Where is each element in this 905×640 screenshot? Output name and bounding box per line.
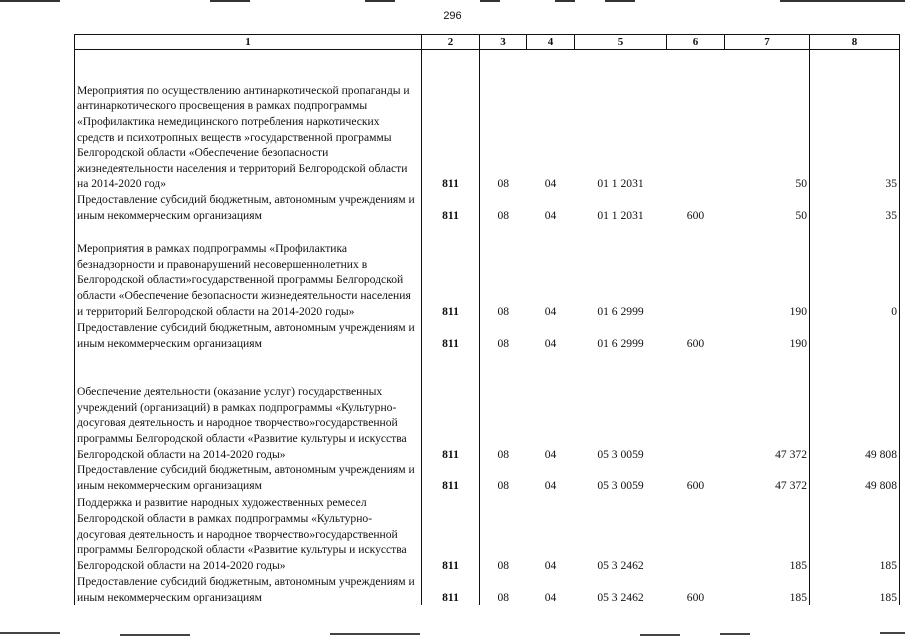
amount-col-8: 185 bbox=[810, 573, 900, 605]
row-description: Поддержка и развитие народных художественных ремесел Белгородской области в рамках подпрограммы «Культурно-досуговая деятельность и народное творчество»государственной программы Белгородской области «Развитие культуры и искусства Белгородской области на 2014-2020 годы» bbox=[75, 493, 422, 573]
subsection-code: 04 bbox=[544, 177, 557, 191]
ministry-code: 811 bbox=[422, 223, 480, 319]
amount-col-7: 190 bbox=[725, 319, 810, 351]
row-description: Предоставление субсидий бюджетным, автономным учреждениям и иным некоммерческим организациям bbox=[75, 573, 422, 605]
expense-type-code bbox=[667, 351, 725, 462]
amount-col-7: 185 bbox=[725, 573, 810, 605]
amount-col-7: 190 bbox=[725, 223, 810, 319]
subsection-code: 04 bbox=[544, 336, 557, 350]
amount-col-8: 49 808 bbox=[810, 462, 900, 493]
target-article-code: 01 6 2999 bbox=[597, 304, 644, 318]
section-code: 08 bbox=[497, 447, 510, 461]
amount-col-8: 185 bbox=[810, 493, 900, 573]
amount-col-8: 49 808 bbox=[810, 351, 900, 462]
expense-type-code: 600 bbox=[686, 590, 705, 604]
expense-type-code: 600 bbox=[686, 336, 705, 350]
amount-col-7: 47 372 bbox=[725, 462, 810, 493]
expense-type-code bbox=[667, 50, 725, 193]
ministry-code: 811 bbox=[422, 351, 480, 462]
section-code: 08 bbox=[497, 304, 510, 318]
header-row bbox=[75, 35, 900, 50]
ministry-code: 811 bbox=[422, 493, 480, 573]
header-col-2: 2 bbox=[422, 35, 480, 50]
header-col-6: 6 bbox=[667, 35, 725, 50]
section-code: 08 bbox=[497, 336, 510, 350]
header-col-8: 8 bbox=[810, 35, 900, 50]
row-description: Обеспечение деятельности (оказание услуг) государственных учреждений (организаций) в рамках подпрограммы «Культурно-досуговая деятельность и народное творчество»государственной программы Белгородской области «Развитие культуры и искусства Белгородской области на 2014-2020 годы» bbox=[75, 351, 422, 462]
subsection-code: 04 bbox=[544, 478, 557, 492]
header-col-1: 1 bbox=[75, 35, 422, 50]
header-col-7: 7 bbox=[725, 35, 810, 50]
header-col-4: 4 bbox=[527, 35, 575, 50]
target-article-code: 05 3 0059 bbox=[597, 478, 644, 492]
ministry-code: 811 bbox=[422, 573, 480, 605]
header-col-3: 3 bbox=[480, 35, 527, 50]
target-article-code: 01 1 2031 bbox=[597, 177, 644, 191]
expense-type-code: 600 bbox=[686, 478, 705, 492]
amount-col-8 bbox=[810, 319, 900, 351]
amount-col-8: 35 bbox=[810, 50, 900, 193]
scan-edge-top bbox=[0, 0, 905, 3]
amount-col-7: 47 372 bbox=[725, 351, 810, 462]
subsection-code: 04 bbox=[544, 447, 557, 461]
expense-type-code bbox=[667, 493, 725, 573]
ministry-code: 811 bbox=[422, 192, 480, 223]
table-row bbox=[75, 573, 900, 605]
ministry-code: 811 bbox=[422, 462, 480, 493]
target-article-code: 05 3 2462 bbox=[597, 590, 644, 604]
subsection-code: 04 bbox=[544, 558, 557, 572]
expense-type-code: 600 bbox=[686, 208, 705, 222]
subsection-code: 04 bbox=[544, 590, 557, 604]
target-article-code: 05 3 2462 bbox=[597, 558, 644, 572]
table-row bbox=[75, 223, 900, 319]
table-row bbox=[75, 50, 900, 193]
target-article-code: 01 1 2031 bbox=[597, 208, 644, 222]
budget-table bbox=[74, 34, 900, 605]
amount-col-8: 35 bbox=[810, 192, 900, 223]
table-row bbox=[75, 462, 900, 493]
header-col-5: 5 bbox=[575, 35, 667, 50]
target-article-code: 05 3 0059 bbox=[597, 447, 644, 461]
row-description: Предоставление субсидий бюджетным, автономным учреждениям и иным некоммерческим организациям bbox=[75, 192, 422, 223]
amount-col-7: 50 bbox=[725, 192, 810, 223]
expense-type-code bbox=[667, 223, 725, 319]
section-code: 08 bbox=[497, 558, 510, 572]
row-description: Мероприятия в рамках подпрограммы «Профилактика безнадзорности и правонарушений несовершеннолетних в Белгородской области»государственной программы Белгородской области «Обеспечение безопасности жизнедеятельности населения и территорий Белгородской области на 2014-2020 годы» bbox=[75, 223, 422, 319]
row-description: Мероприятия по осуществлению антинаркотической пропаганды и антинаркотического просвещения в рамках подпрограммы «Профилактика немедицинского потребления наркотических средств и психотропных веществ »государственной программы Белгородской области «Обеспечение безопасности жизнедеятельности населения и территорий Белгородской области на 2014-2020 год» bbox=[75, 50, 422, 193]
table-row bbox=[75, 319, 900, 351]
amount-col-7: 185 bbox=[725, 493, 810, 573]
table-row bbox=[75, 493, 900, 573]
section-code: 08 bbox=[497, 590, 510, 604]
scan-edge-bottom bbox=[0, 632, 905, 638]
subsection-code: 04 bbox=[544, 304, 557, 318]
section-code: 08 bbox=[497, 478, 510, 492]
table-row bbox=[75, 192, 900, 223]
section-code: 08 bbox=[497, 208, 510, 222]
row-description: Предоставление субсидий бюджетным, автономным учреждениям и иным некоммерческим организациям bbox=[75, 462, 422, 493]
subsection-code: 04 bbox=[544, 208, 557, 222]
section-code: 08 bbox=[497, 177, 510, 191]
ministry-code: 811 bbox=[422, 50, 480, 193]
amount-col-8: 0 bbox=[810, 223, 900, 319]
table-row bbox=[75, 351, 900, 462]
target-article-code: 01 6 2999 bbox=[597, 336, 644, 350]
row-description: Предоставление субсидий бюджетным, автономным учреждениям и иным некоммерческим организациям bbox=[75, 319, 422, 351]
ministry-code: 811 bbox=[422, 319, 480, 351]
page-number: 296 bbox=[443, 10, 462, 22]
amount-col-7: 50 bbox=[725, 50, 810, 193]
